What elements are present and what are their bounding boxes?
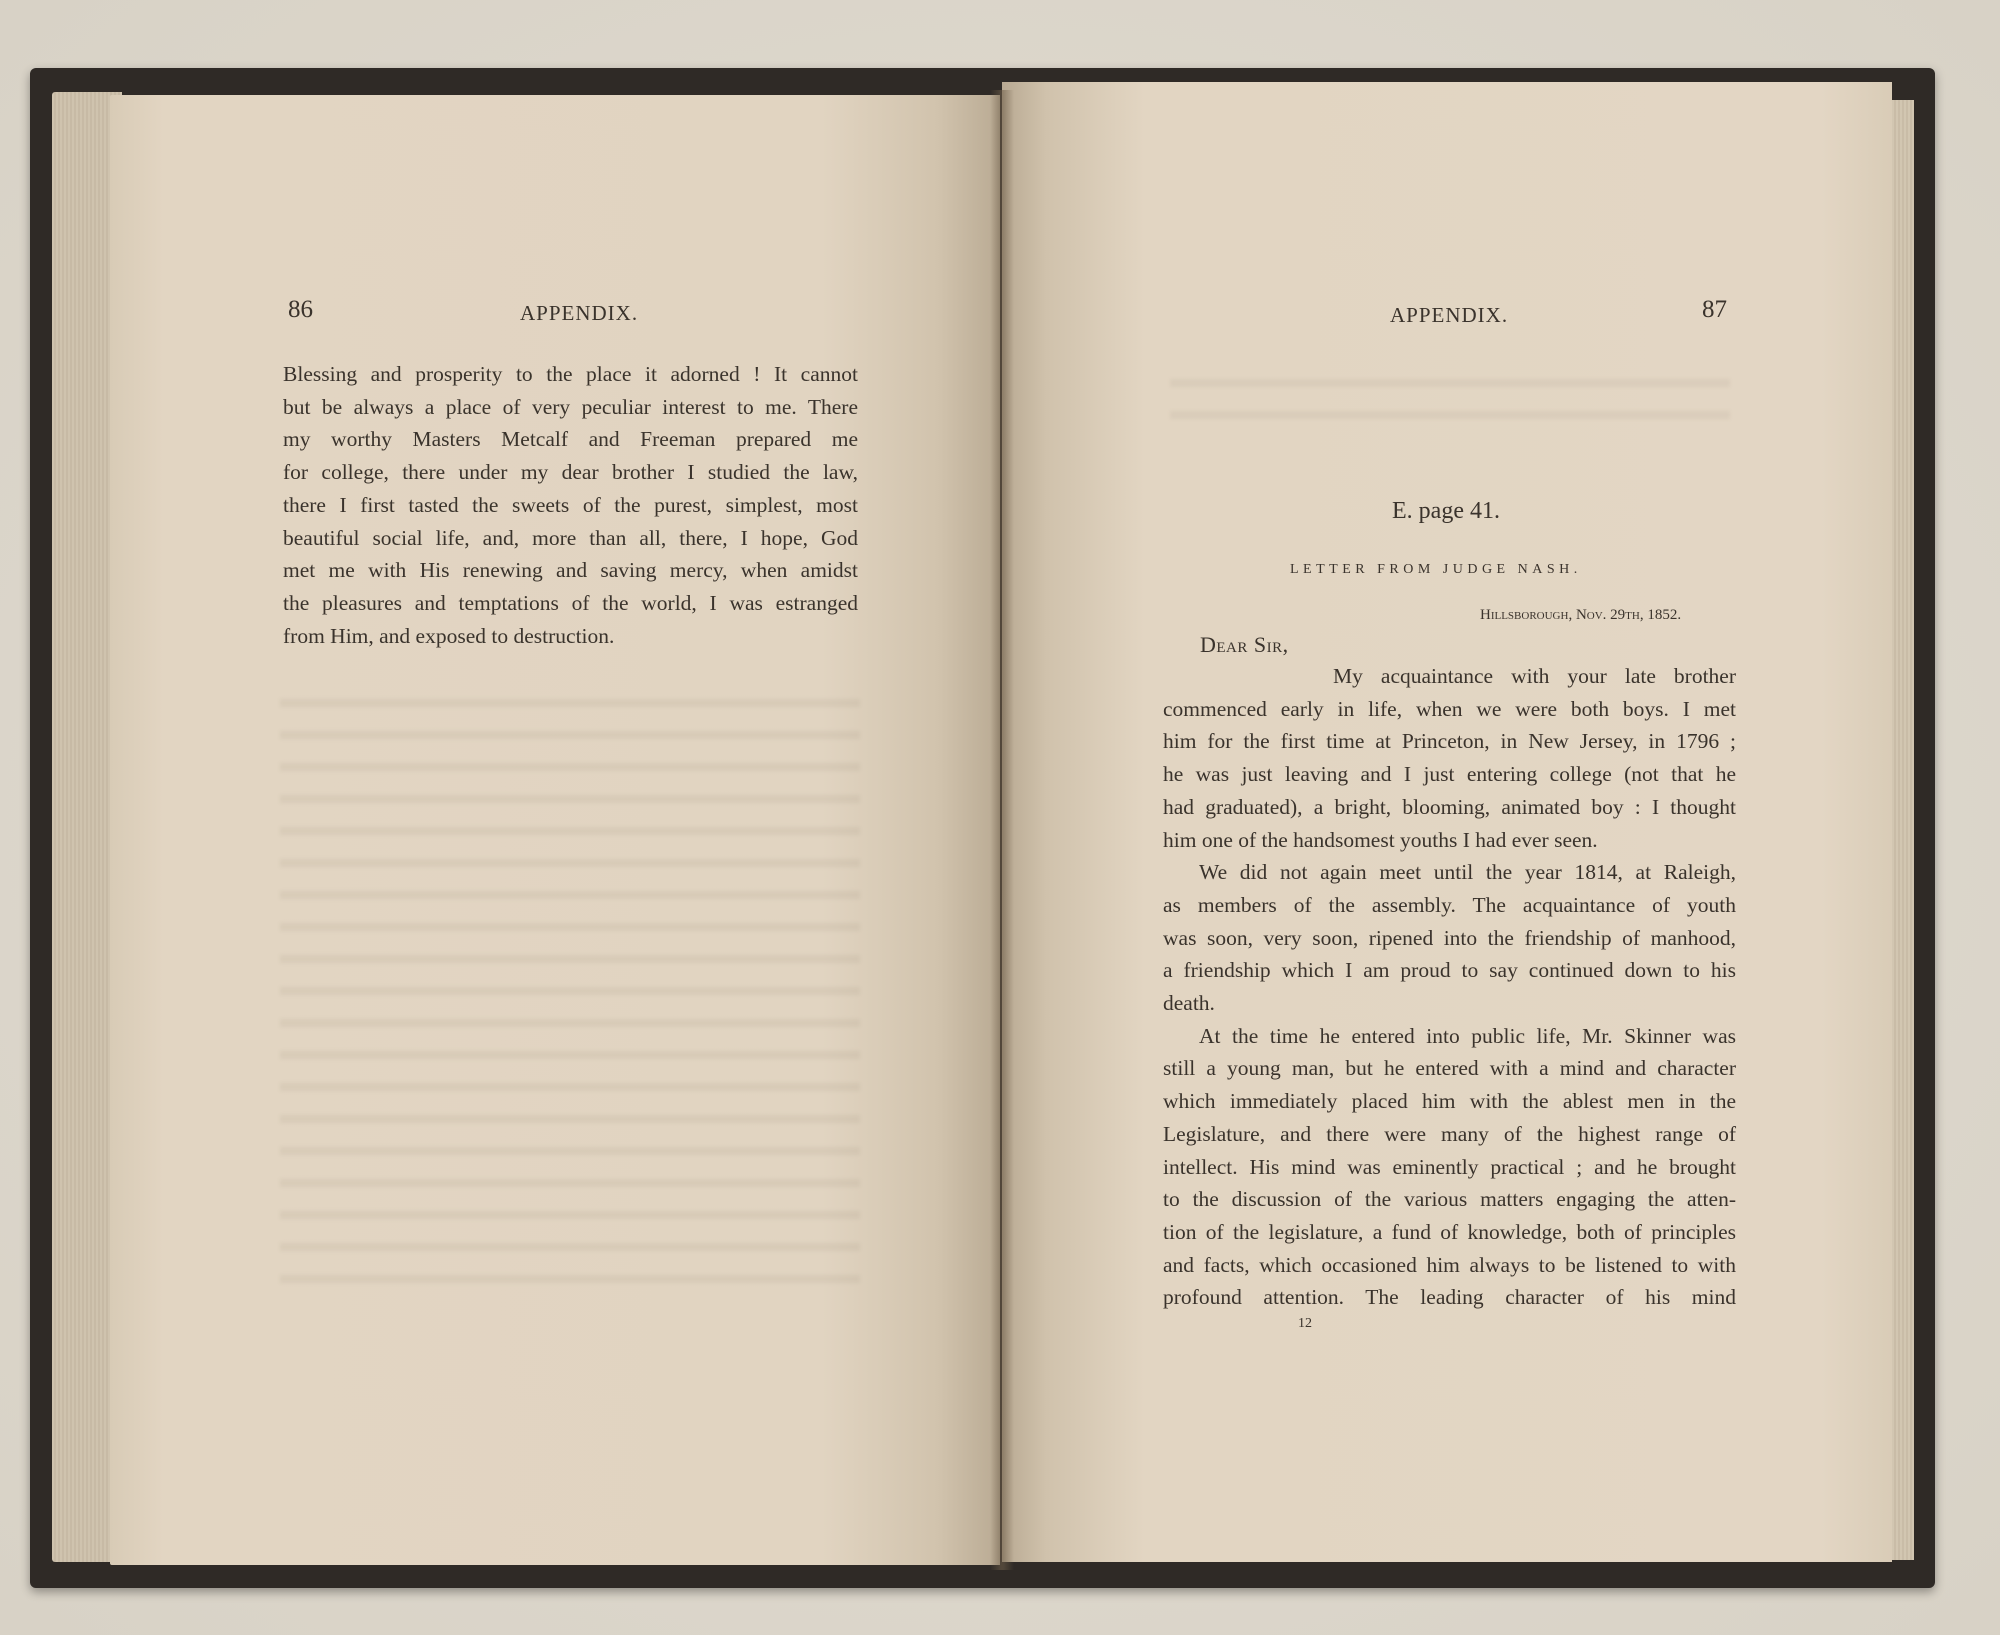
- left-page-body: [283, 358, 858, 652]
- text-line: there I first tasted the sweets of the purest, simplest, most: [283, 492, 858, 517]
- text-line: a friendship which I am proud to say continued down to his: [1163, 958, 1736, 983]
- section-heading: E. page 41.: [1392, 498, 1500, 524]
- text-line: Blessing and prosperity to the place it adorned ! It cannot: [283, 362, 858, 386]
- text-line: him for the first time at Princeton, in New Jersey, in 1796 ;: [1163, 729, 1736, 754]
- right-running-head: APPENDIX.: [1390, 303, 1509, 327]
- text-line: profound attention. The leading character of his mind: [1163, 1285, 1736, 1310]
- show-through-text-left: [280, 680, 860, 1300]
- text-line: My acquaintance with your late brother: [1333, 664, 1736, 688]
- text-line: had graduated), a bright, blooming, animated boy : I thought: [1163, 794, 1736, 819]
- show-through-text-right: [1170, 360, 1730, 430]
- text-line: commenced early in life, when we were both boys. I met: [1163, 696, 1736, 721]
- text-line: death.: [1163, 991, 1215, 1016]
- book-gutter: [990, 90, 1014, 1570]
- text-line: beautiful social life, and, more than all, there, I hope, God: [283, 525, 858, 550]
- text-line: At the time he entered into public life, Mr. Skinner was: [1199, 1023, 1736, 1048]
- signature-mark: 12: [1298, 1316, 1312, 1331]
- text-line: met me with His renewing and saving mercy, when amidst: [283, 558, 858, 583]
- text-line: to the discussion of the various matters engaging the atten-: [1163, 1187, 1736, 1212]
- text-line: the pleasures and temptations of the world, I was estranged: [283, 590, 858, 615]
- letter-salutation: Dear Sir,: [1200, 632, 1289, 657]
- text-line: my worthy Masters Metcalf and Freeman prepared me: [283, 427, 858, 452]
- right-page-number: 87: [1702, 296, 1727, 323]
- left-running-head: APPENDIX.: [520, 301, 639, 325]
- text-line: him one of the handsomest youths I had ever seen.: [1163, 827, 1598, 852]
- text-line: but be always a place of very peculiar interest to me. There: [283, 394, 858, 419]
- text-line: which immediately placed him with the ablest men in the: [1163, 1089, 1736, 1114]
- text-line: intellect. His mind was eminently practical ; and he brought: [1163, 1154, 1736, 1179]
- right-page-body: [1163, 660, 1736, 1314]
- text-line: as members of the assembly. The acquaintance of youth: [1163, 892, 1736, 917]
- text-line: he was just leaving and I just entering college (not that he: [1163, 762, 1736, 787]
- text-line: tion of the legislature, a fund of knowledge, both of principles: [1163, 1219, 1736, 1244]
- left-page-number: 86: [288, 296, 313, 323]
- text-line: still a young man, but he entered with a mind and character: [1163, 1056, 1736, 1081]
- text-line: from Him, and exposed to destruction.: [283, 623, 615, 648]
- text-line: We did not again meet until the year 1814, at Raleigh,: [1199, 860, 1736, 885]
- letter-title: LETTER FROM JUDGE NASH.: [1290, 562, 1582, 577]
- text-line: for college, there under my dear brother I studied the law,: [283, 460, 858, 485]
- letter-dateline: Hillsborough, Nov. 29th, 1852.: [1480, 607, 1682, 623]
- text-line: and facts, which occasioned him always to be listened to with: [1163, 1252, 1736, 1277]
- text-line: was soon, very soon, ripened into the friendship of manhood,: [1163, 925, 1736, 950]
- text-line: Legislature, and there were many of the highest range of: [1163, 1121, 1736, 1146]
